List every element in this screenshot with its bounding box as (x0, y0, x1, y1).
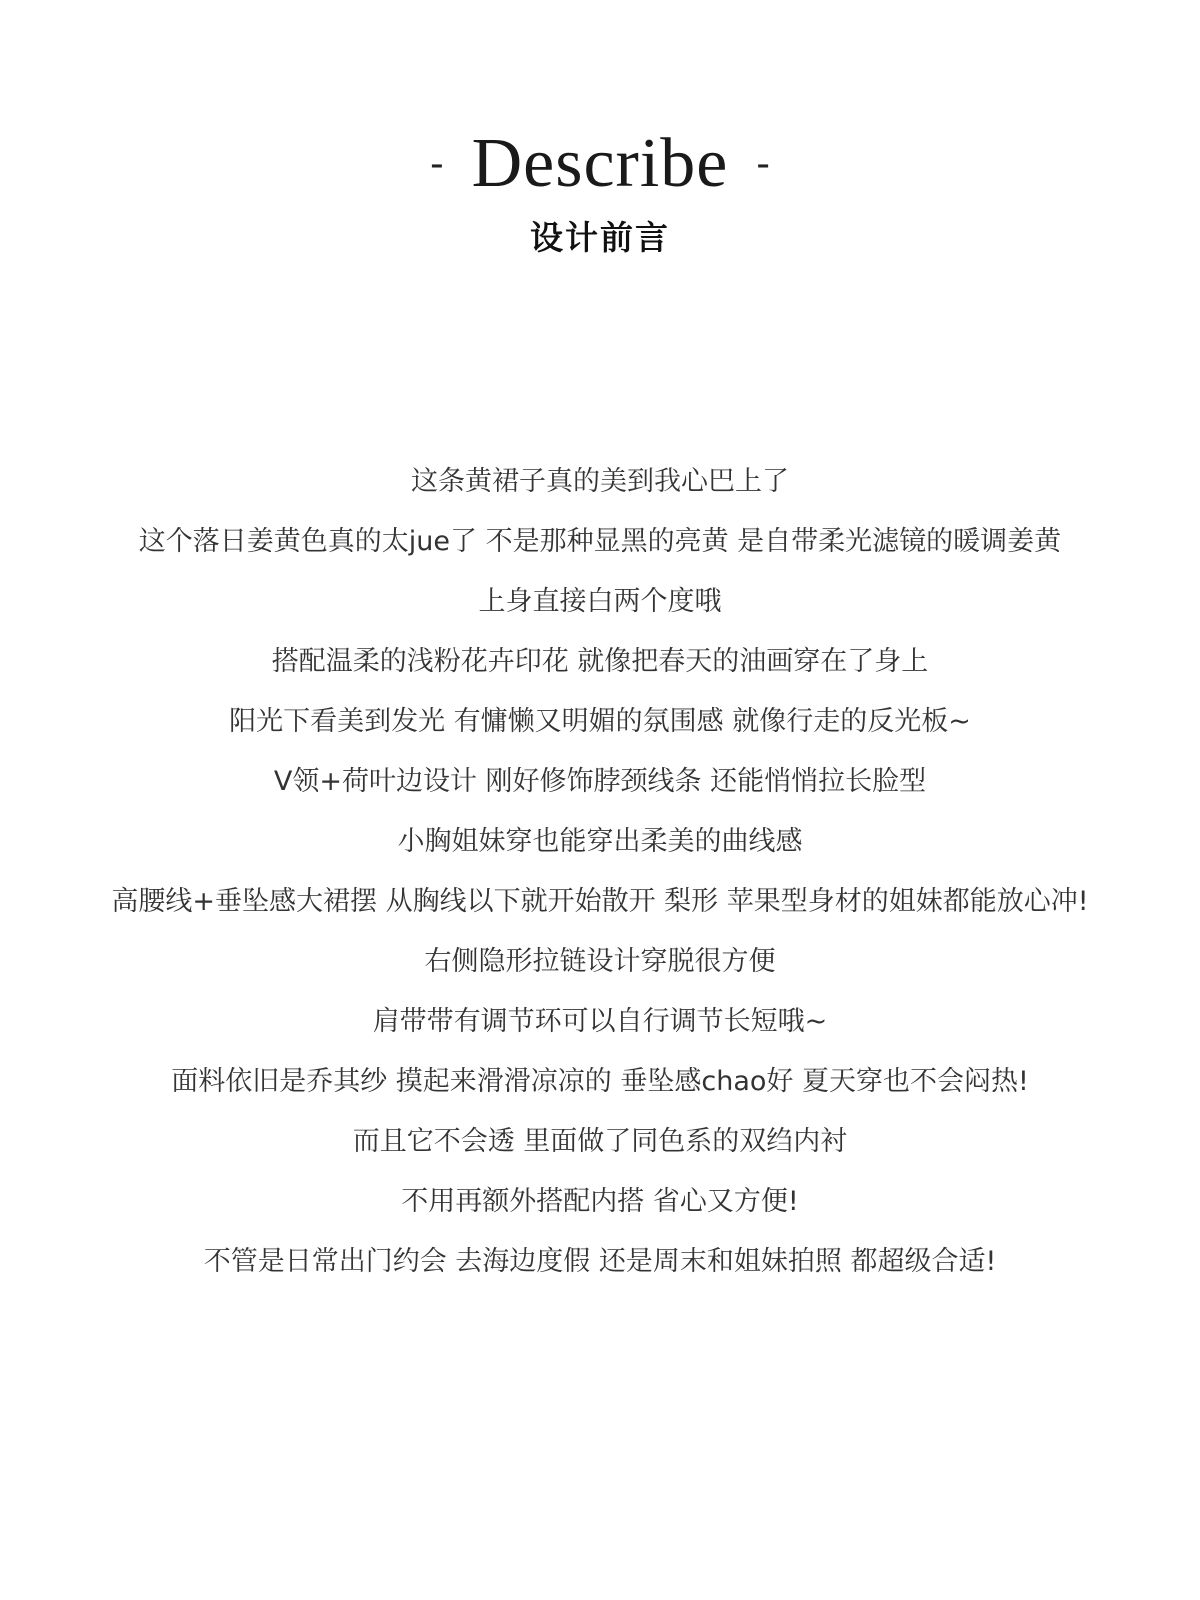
description-line: 而且它不会透 里面做了同色系的双绉内衬 (352, 1126, 848, 1157)
description-text (0, 452, 1200, 1292)
description-line: 不用再额外搭配内搭 省心又方便! (401, 1186, 799, 1217)
title-dash-right: - (756, 141, 770, 187)
section-title: Describe (471, 125, 729, 202)
description-line: 小胸姐妹穿也能穿出柔美的曲线感 (397, 826, 803, 857)
description-line: 右侧隐形拉链设计穿脱很方便 (424, 946, 776, 977)
section-subtitle: 设计前言 (530, 218, 670, 257)
description-line: 搭配温柔的浅粉花卉印花 就像把春天的油画穿在了身上 (271, 646, 929, 677)
title-dash-left: - (430, 141, 444, 187)
description-line: 上身直接白两个度哦 (478, 586, 722, 617)
description-line: 这个落日姜黄色真的太jue了 不是那种显黑的亮黄 是自带柔光滤镜的暖调姜黄 (138, 526, 1062, 557)
description-line: 面料依旧是乔其纱 摸起来滑滑凉凉的 垂坠感chao好 夏天穿也不会闷热! (171, 1066, 1029, 1097)
description-line: 阳光下看美到发光 有慵懒又明媚的氛围感 就像行走的反光板~ (229, 706, 971, 737)
section-header (0, 118, 1200, 258)
description-line: V领+荷叶边设计 刚好修饰脖颈线条 还能悄悄拉长脸型 (273, 766, 927, 797)
description-line: 这条黄裙子真的美到我心巴上了 (411, 466, 789, 497)
description-line: 高腰线+垂坠感大裙摆 从胸线以下就开始散开 梨形 苹果型身材的姐妹都能放心冲! (111, 886, 1089, 917)
description-line: 肩带带有调节环可以自行调节长短哦~ (372, 1006, 828, 1037)
description-line: 不管是日常出门约会 去海边度假 还是周末和姐妹拍照 都超级合适! (203, 1246, 997, 1277)
title-row (0, 118, 1200, 210)
